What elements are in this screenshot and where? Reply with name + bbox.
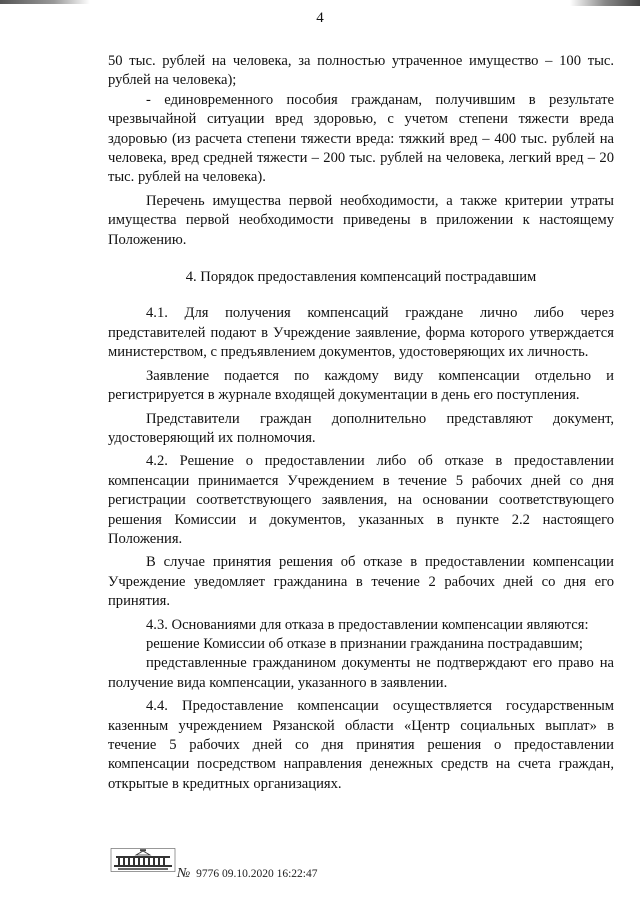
paragraph: представленные гражданином документы не подтверждают его право на получение вида компенсации, указанного в заявлении. [108,655,614,691]
scan-edge-mark [0,0,90,4]
paragraph: Перечень имущества первой необходимости, а также критерии утраты имущества первой необходимости приведены в приложении к настоящему Положению. [108,192,614,248]
paragraph-dash-item: - единовременного пособия гражданам, получившим в результате чрезвычайной ситуации вред здоровью, с учетом степени тяжести вреда здоровью (из расчета степени тяжести вреда: тяжкий вред – 400 тыс. рублей на человека, вред средней тяжести – 200 тыс. рублей на человека, легкий вред – 20 тыс. рублей на человека). [108,91,614,186]
scan-edge-mark [570,0,640,6]
section-heading: 4. Порядок предоставления компенсаций пострадавшим [185,269,537,286]
paragraph-4-3: 4.3. Основаниями для отказа в предоставлении компенсации являются: [146,616,589,633]
paragraph: решение Комиссии об отказе в признании гражданина пострадавшим; [146,635,583,652]
paragraph: В случае принятия решения об отказе в предоставлении компенсации Учреждение уведомляет гражданина в течение 2 рабочих дней со дня его принятия. [108,554,614,610]
number-sign: № [177,866,191,881]
paragraph: Представители граждан дополнительно представляют документ, удостоверяющий их полномочия. [108,410,614,446]
page-number: 4 [316,10,324,26]
registration-footer [177,866,317,882]
paragraph-4-1: 4.1. Для получения компенсаций граждане лично либо через представителей подают в Учреждение заявление, форма которого утверждается министерством, с предъявлением документов, удостоверяющих их личность. [108,305,614,361]
paragraph-4-4: 4.4. Предоставление компенсации осуществляется государственным казенным учреждением Рязанской области «Центр социальных выплат» в течение 5 рабочих дней со дня принятия решения о предоставлении компенсации посредством направления денежных средств на счета граждан, открытые в кредитных организациях. [108,698,614,792]
paragraph-4-2: 4.2. Решение о предоставлении либо об отказе в предоставлении компенсации принимается Учреждением в течение 5 рабочих дней со дня регистрации соответствующего заявления, на основании соответствующего решения Комиссии и документов, указанных в пункте 2.2 настоящего Положения. [108,453,614,547]
paragraph: 50 тыс. рублей на человека, за полностью утраченное имущество – 100 тыс. рублей на человека); [108,53,614,89]
document-body [108,52,614,794]
government-building-stamp-icon [110,848,176,872]
paragraph: Заявление подается по каждому виду компенсации отдельно и регистрируется в журнале входящей документации в день его поступления. [108,367,614,404]
registration-number-datetime: 9776 09.10.2020 16:22:47 [196,868,318,880]
